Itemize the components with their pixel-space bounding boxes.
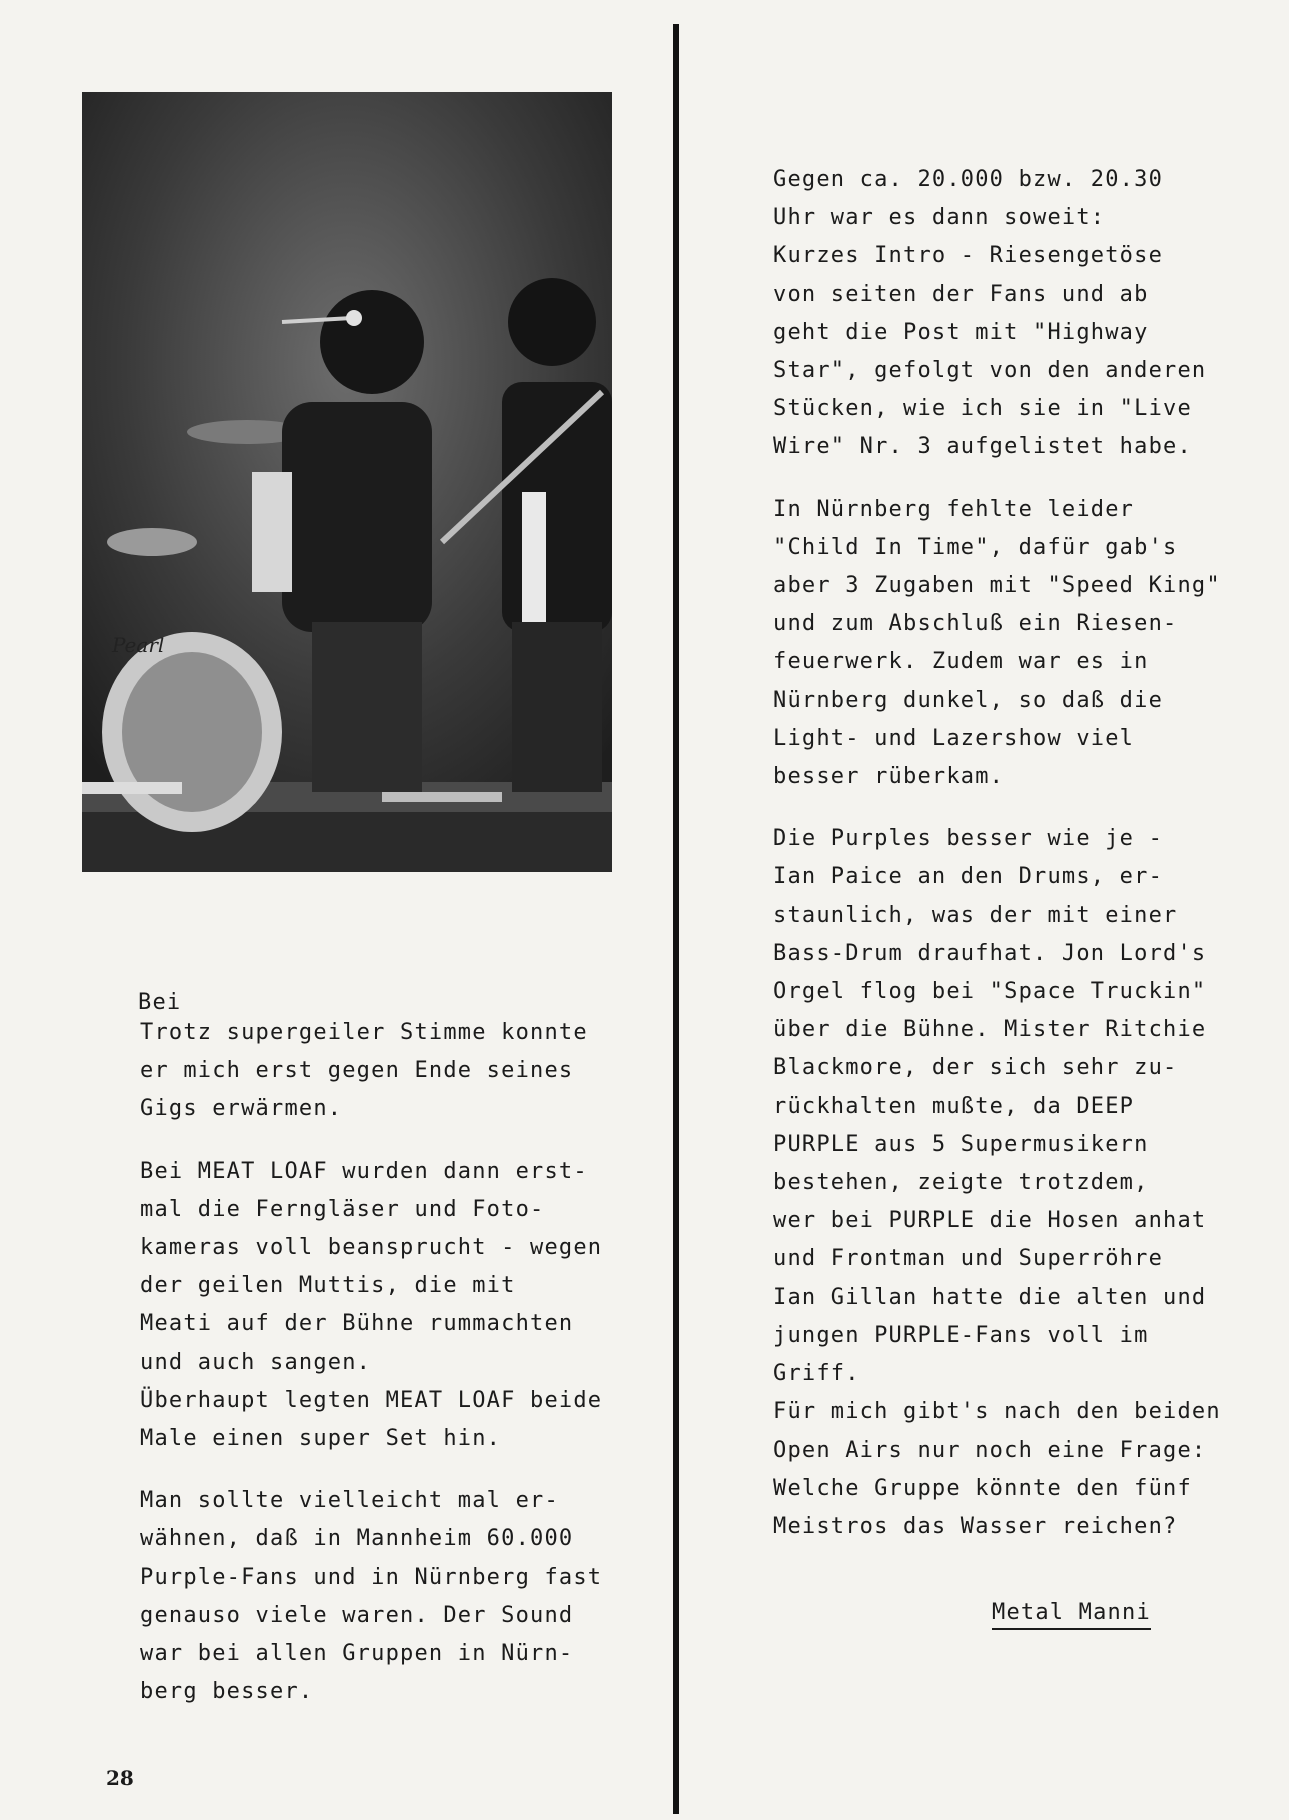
guitarist-head [508,278,596,366]
text-line: In Nürnberg fehlte leider [773,496,1135,522]
text-line: der geilen Muttis, die mit [140,1273,516,1299]
text-line: Meistros das Wasser reichen? [773,1513,1178,1539]
text-line: Kurzes Intro - Riesengetöse [773,243,1164,269]
text-line: Uhr war es dann soweit: [773,205,1106,231]
right-column [773,161,1221,1546]
text-line: besser rüberkam. [773,764,1005,790]
left-column [140,1014,602,1711]
text-line: Purple-Fans und in Nürnberg fast [140,1564,603,1590]
text-line: PURPLE aus 5 Supermusikern [773,1131,1149,1157]
text-line: Gegen ca. 20.000 bzw. 20.30 [773,167,1164,192]
concert-photo-icon [82,92,612,872]
text-line: kameras voll beansprucht - wegen [140,1235,603,1261]
text-line: und zum Abschluß ein Riesen- [773,611,1178,637]
text-line: geht die Post mit "Highway [773,319,1149,345]
author-signature: Metal Manni [992,1600,1151,1630]
text-line: rückhalten mußte, da DEEP [773,1093,1135,1119]
text-line: Ian Paice an den Drums, er- [773,864,1164,890]
text-line: Welche Gruppe könnte den fünf [773,1475,1192,1501]
text-line: Male einen super Set hin. [140,1426,502,1452]
text-line: über die Bühne. Mister Ritchie [773,1017,1207,1043]
text-line: Gigs erwärmen. [140,1096,343,1122]
text-line: wer bei PURPLE die Hosen anhat [773,1208,1207,1234]
text-line: Trotz supergeiler Stimme konnte [140,1020,588,1045]
left-paragraph-3 [140,1482,602,1711]
text-line: "Child In Time", dafür gab's [773,534,1178,560]
text-line: von seiten der Fans und ab [773,281,1149,307]
text-line: Meati auf der Bühne rummachten [140,1311,574,1337]
page-number: 28 [106,1766,134,1790]
right-paragraph-2 [773,491,1221,797]
text-line: bestehen, zeigte trotzdem, [773,1170,1149,1196]
text-line: Griff. [773,1361,860,1387]
text-line: Nürnberg dunkel, so daß die [773,687,1164,713]
text-line: jungen PURPLE-Fans voll im [773,1322,1149,1348]
text-line: staunlich, was der mit einer [773,902,1178,928]
left-paragraph-2 [140,1153,602,1459]
text-line: er mich erst gegen Ende seines [140,1058,574,1084]
text-line: Überhaupt legten MEAT LOAF beide [140,1387,603,1413]
left-paragraph-1 [140,1014,602,1129]
text-line: aber 3 Zugaben mit "Speed King" [773,573,1221,599]
text-line: Man sollte vielleicht mal er- [140,1488,559,1514]
right-paragraph-3 [773,820,1221,1546]
text-line: Ian Gillan hatte die alten und [773,1284,1207,1310]
column-divider [673,24,679,1814]
concert-photo [82,92,612,872]
text-line: Für mich gibt's nach den beiden [773,1399,1221,1425]
text-line: genauso viele waren. Der Sound [140,1602,574,1628]
text-line: feuerwerk. Zudem war es in [773,649,1149,675]
text-line: wähnen, daß in Mannheim 60.000 [140,1526,574,1552]
drum-logo: Pearl [112,633,165,657]
text-line: Open Airs nur noch eine Frage: [773,1437,1207,1463]
text-line: Star", gefolgt von den anderen [773,358,1207,384]
text-line: Stücken, wie ich sie in "Live [773,396,1192,422]
singer-head [320,290,424,394]
text-line: mal die Ferngläser und Foto- [140,1196,545,1222]
text-line: Light- und Lazershow viel [773,725,1135,751]
text-line: und Frontman und Superröhre [773,1246,1164,1272]
text-line: Wire" Nr. 3 aufgelistet habe. [773,434,1192,460]
text-line: Bei MEAT LOAF wurden dann erst- [140,1158,588,1184]
text-line: Blackmore, der sich sehr zu- [773,1055,1178,1081]
text-line: Bass-Drum draufhat. Jon Lord's [773,940,1207,966]
right-paragraph-1 [773,161,1221,467]
text-line: und auch sangen. [140,1349,372,1375]
text-line: war bei allen Gruppen in Nürn- [140,1641,574,1667]
text-line: berg besser. [140,1679,314,1705]
text-line: Orgel flog bei "Space Truckin" [773,979,1207,1005]
intro-fragment: Bei [138,990,182,1015]
text-line: Die Purples besser wie je - [773,826,1164,852]
